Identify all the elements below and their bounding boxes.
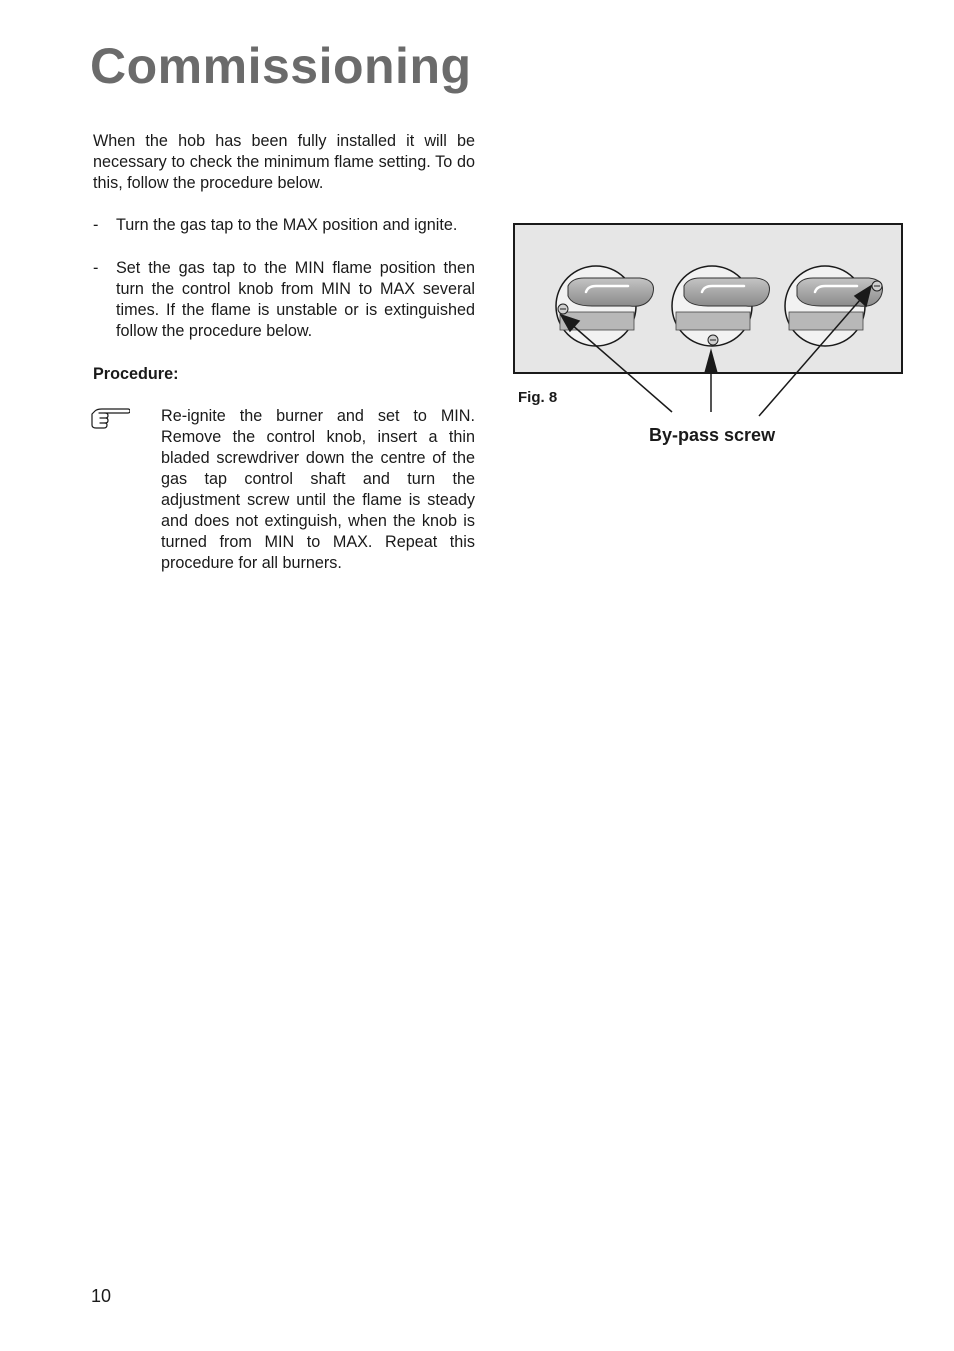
- bullet-dash: -: [93, 216, 99, 234]
- bullet-dash: -: [93, 259, 99, 277]
- bypass-screw-label: By-pass screw: [649, 425, 776, 445]
- step-text: Set the gas tap to the MIN flame position then turn the control knob from MIN to MAX several times. If the flame is unstable or is extinguished follow the procedure below.: [116, 259, 475, 340]
- knob-left: [556, 266, 654, 346]
- procedure-text: Re-ignite the burner and set to MIN. Remove the control knob, insert a thin bladed screwdriver down the centre of the gas tap control shaft and turn the adjustment screw until the flame is steady and does not extinguish, when the knob is turned from MIN to MAX. Repeat this procedure for all burners.: [161, 407, 475, 572]
- procedure-heading: Procedure:: [93, 365, 179, 383]
- intro-paragraph: When the hob has been fully installed it will be necessary to check the minimum flame setting. To do this, follow the procedure below.: [93, 132, 475, 192]
- knob-right: [785, 266, 883, 346]
- page-number: 10: [91, 1286, 112, 1306]
- step-text: Turn the gas tap to the MAX position and ignite.: [116, 216, 458, 234]
- knob-center: [672, 266, 770, 346]
- knob-illustration: [0, 0, 954, 460]
- page-title: Commissioning: [90, 38, 472, 94]
- figure-caption: Fig. 8: [518, 389, 558, 406]
